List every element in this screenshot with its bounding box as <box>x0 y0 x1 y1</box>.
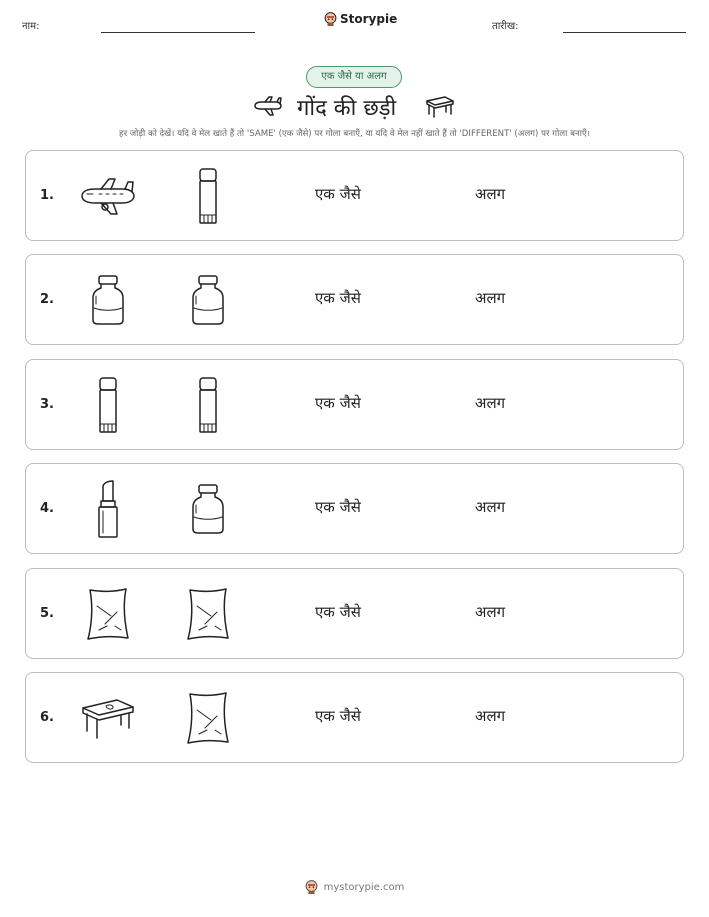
question-card <box>25 463 684 554</box>
question-number: 4. <box>40 501 54 517</box>
option-same[interactable]: एक जैसे <box>315 393 361 412</box>
brand-name: Storypie <box>340 12 398 26</box>
question-number: 6. <box>40 710 54 725</box>
brand-logo <box>324 12 397 26</box>
table-icon <box>425 94 455 118</box>
question-card <box>25 150 684 241</box>
jar-icon <box>178 476 238 542</box>
title-row <box>0 90 709 122</box>
option-different[interactable]: अलग <box>475 185 506 203</box>
option-same[interactable]: एक जैसे <box>315 498 361 517</box>
question-number: 2. <box>40 292 54 308</box>
question-card <box>25 672 684 763</box>
plastic-bag-icon <box>78 581 138 647</box>
instructions: हर जोड़ी को देखें। यदि वे मेल खाते हैं तो 'SAME' (एक जैसे) पर गोला बनाएँ, या यदि वे मेल नहीं खाते हैं तो 'DIFFERENT' (अलग) पर गोला बनाएँ। <box>119 129 590 139</box>
airplane-icon <box>253 96 283 116</box>
jar-icon <box>78 267 138 333</box>
table-icon <box>78 685 138 751</box>
jar-icon <box>178 267 238 333</box>
question-number: 3. <box>40 396 54 412</box>
plastic-bag-icon <box>178 581 238 647</box>
date-label: तारीख: <box>492 21 519 32</box>
question-card <box>25 568 684 659</box>
option-different[interactable]: अलग <box>475 602 506 621</box>
name-line[interactable] <box>101 32 255 33</box>
option-same[interactable]: एक जैसे <box>315 602 361 621</box>
date-line[interactable] <box>563 32 686 33</box>
storypie-mascot-icon <box>324 12 337 26</box>
page-title: गोंद की छड़ी <box>297 96 397 121</box>
question-card <box>25 254 684 345</box>
airplane-icon <box>78 163 138 229</box>
category-badge: एक जैसे या अलग <box>306 66 402 88</box>
option-different[interactable]: अलग <box>475 707 506 725</box>
glue-stick-icon <box>78 372 138 438</box>
plastic-bag-icon <box>178 685 238 751</box>
glue-stick-icon <box>178 163 238 229</box>
option-same[interactable]: एक जैसे <box>315 289 361 308</box>
question-number: 1. <box>40 188 54 203</box>
footer <box>0 880 709 894</box>
name-label: नाम: <box>22 21 40 32</box>
question-number: 5. <box>40 605 54 621</box>
option-same[interactable]: एक जैसे <box>315 185 361 203</box>
footer-url[interactable]: mystorypie.com <box>323 881 405 893</box>
question-card <box>25 359 684 450</box>
option-different[interactable]: अलग <box>475 498 506 517</box>
lipstick-icon <box>78 476 138 542</box>
glue-stick-icon <box>178 372 238 438</box>
storypie-mascot-icon <box>305 880 318 894</box>
option-different[interactable]: अलग <box>475 393 506 412</box>
option-different[interactable]: अलग <box>475 289 506 308</box>
option-same[interactable]: एक जैसे <box>315 707 361 725</box>
